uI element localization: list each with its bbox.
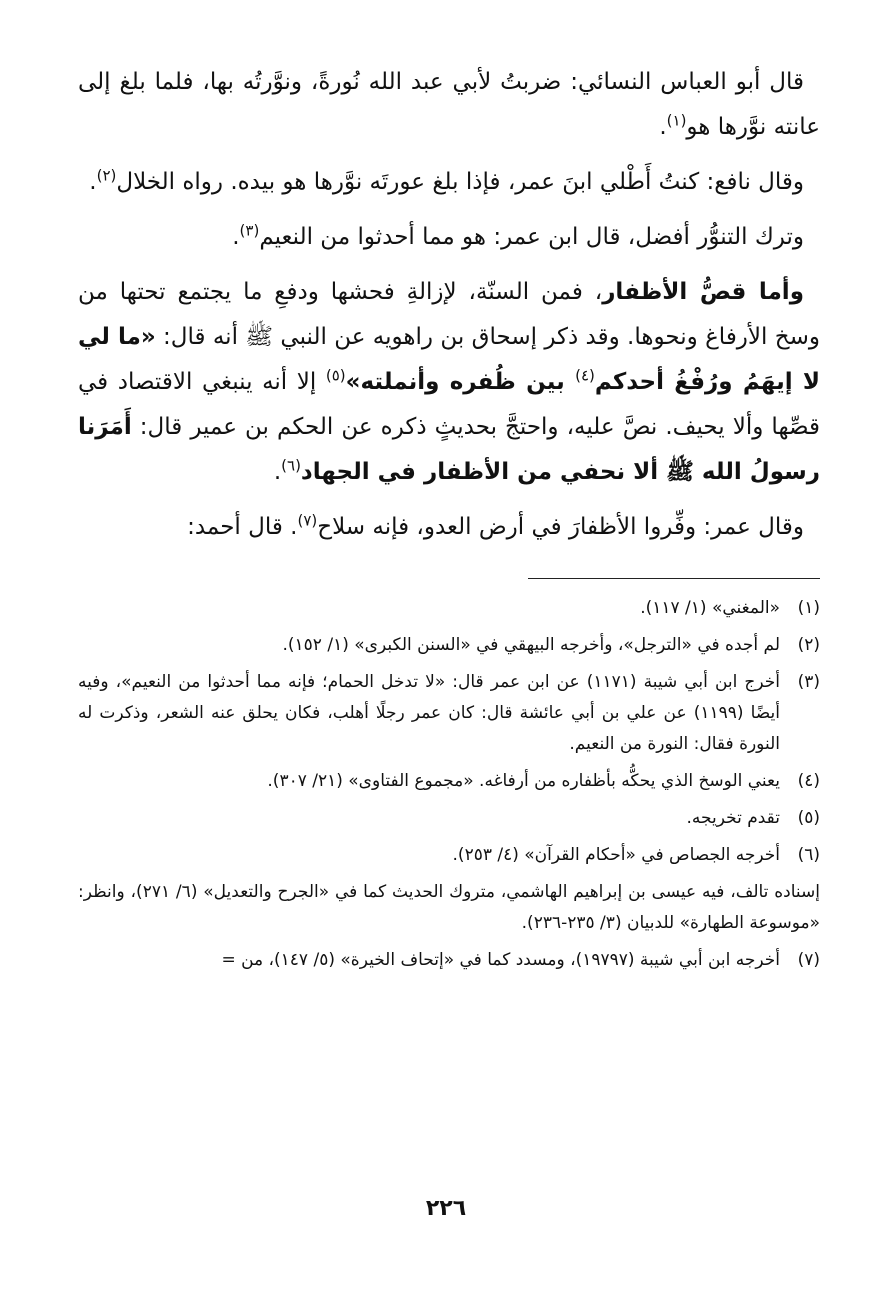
footnote-2: (٢) لم أجده في «الترجل»، وأخرجه البيهقي في «السنن الكبرى» (١/ ١٥٢).	[282, 635, 820, 655]
paragraph-3: وترك التنوُّر أفضل، قال ابن عمر: هو مما أحدثوا من النعيم$^{(٣)}$.	[232, 221, 804, 250]
footnote-ref-7[interactable]: (٧)	[297, 511, 318, 530]
hadith-quote: «ما لي لا إيهَمُ ورُفْغُ أحدكم	[78, 324, 820, 395]
footnote-ref-3[interactable]: (٣)	[239, 221, 260, 240]
footnote-3: (٣) أخرج ابن أبي شيبة (١١٧١) عن ابن عمر قال: «لا تدخل الحمام؛ فإنه مما أحدثوا من النعيم»، وفيه أيضًا (١١٩٩) عن علي بن أبي عائشة قال: كان عمر رجلًا أهلب، فكان يحلق عنه الشعر، وذكرت له النورة فقال: النورة من النعيم.	[78, 672, 820, 754]
footnote-4: (٤) يعني الوسخ الذي يحكُّه بأظفاره من أرفاغه. «مجموع الفتاوى» (٢١/ ٣٠٧).	[267, 771, 820, 791]
footnote-7: (٧) أخرجه ابن أبي شيبة (١٩٧٩٧)، ومسدد كما في «إتحاف الخيرة» (٥/ ١٤٧)، من =	[221, 950, 820, 970]
paragraph-3-text: وترك التنوُّر أفضل، قال ابن عمر: هو مما أحدثوا من النعيم	[259, 224, 804, 250]
paragraph-5-text: وقال عمر: وفِّروا الأظفارَ في أرض العدو، فإنه سلاح	[317, 514, 804, 540]
paragraph-1-text: قال أبو العباس النسائي: ضربتُ لأبي عبد الله نُورةً، ونوَّرتُه بها، فلما بلغ إلى عانته نوَّرها هو	[78, 69, 820, 140]
paragraph-1: قال أبو العباس النسائي: ضربتُ لأبي عبد الله نُورةً، ونوَّرتُه بها، فلما بلغ إلى عانته نوَّرها هو$^{(١)}$.	[78, 69, 820, 140]
paragraph-5: وقال عمر: وفِّروا الأظفارَ في أرض العدو، فإنه سلاح$^{(٧)}$. قال أحمد:	[187, 511, 804, 540]
paragraph-4: وأما قصُّ الأظفار، فمن السنّة، لإزالةِ فحشها ودفعِ ما يجتمع تحتها من وسخ الأرفاغ ونحوها. وقد ذكر إسحاق بن راهويه عن النبي ﷺ أنه قال: «ما لي لا إيهَمُ ورُفْغُ أحدكم$^{(٤)}$ بين ظُفره وأنملته»$^{(٥)}$ إلا أنه ينبغي الاقتصاد في قصِّها وألا يحيف. نصَّ عليه، واحتجَّ بحديثٍ ذكره عن الحكم بن عمير قال: أَمَرَنا رسولُ الله ﷺ ألا نحفي من الأظفار في الجهاد$^{(٦)}$.	[78, 279, 820, 485]
page-content	[78, 60, 820, 982]
section-heading-nails: وأما قصُّ الأظفار	[602, 279, 804, 305]
footnote-ref-4[interactable]: (٤)	[575, 366, 595, 385]
footnote-ref-2[interactable]: (٢)	[96, 166, 117, 185]
footnote-6-continuation: إسناده تالف، فيه عيسى بن إبراهيم الهاشمي، متروك الحديث كما في «الجرح والتعديل» (٦/ ٢٧١)، وانظر: «موسوعة الطهارة» للدبيان (٣/ ٢٣٥-٢٣٦).	[78, 882, 820, 933]
footnote-ref-5[interactable]: (٥)	[325, 366, 346, 385]
footnote-6: (٦) أخرجه الجصاص في «أحكام القرآن» (٤/ ٢٥٣).	[452, 845, 820, 865]
paragraph-2: وقال نافع: كنتُ أَطْلي ابنَ عمر، فإذا بلغ عورتَه نوَّرها هو بيده. رواه الخلال$^{(٢)}$.	[89, 166, 804, 195]
footnote-1: (١) «المغني» (١/ ١١٧).	[640, 598, 820, 618]
page-number: ٢٢٦	[425, 1196, 467, 1221]
footnote-divider	[528, 578, 820, 579]
footnote-5: (٥) تقدم تخريجه.	[686, 808, 820, 828]
paragraph-2-text: وقال نافع: كنتُ أَطْلي ابنَ عمر، فإذا بلغ عورتَه نوَّرها هو بيده. رواه الخلال	[116, 169, 804, 195]
footnote-ref-6[interactable]: (٦)	[281, 456, 301, 475]
hadith-quote-2: أَمَرَنا رسولُ الله ﷺ ألا نحفي من الأظفار في الجهاد	[78, 414, 820, 485]
footnote-ref-1[interactable]: (١)	[666, 111, 687, 130]
